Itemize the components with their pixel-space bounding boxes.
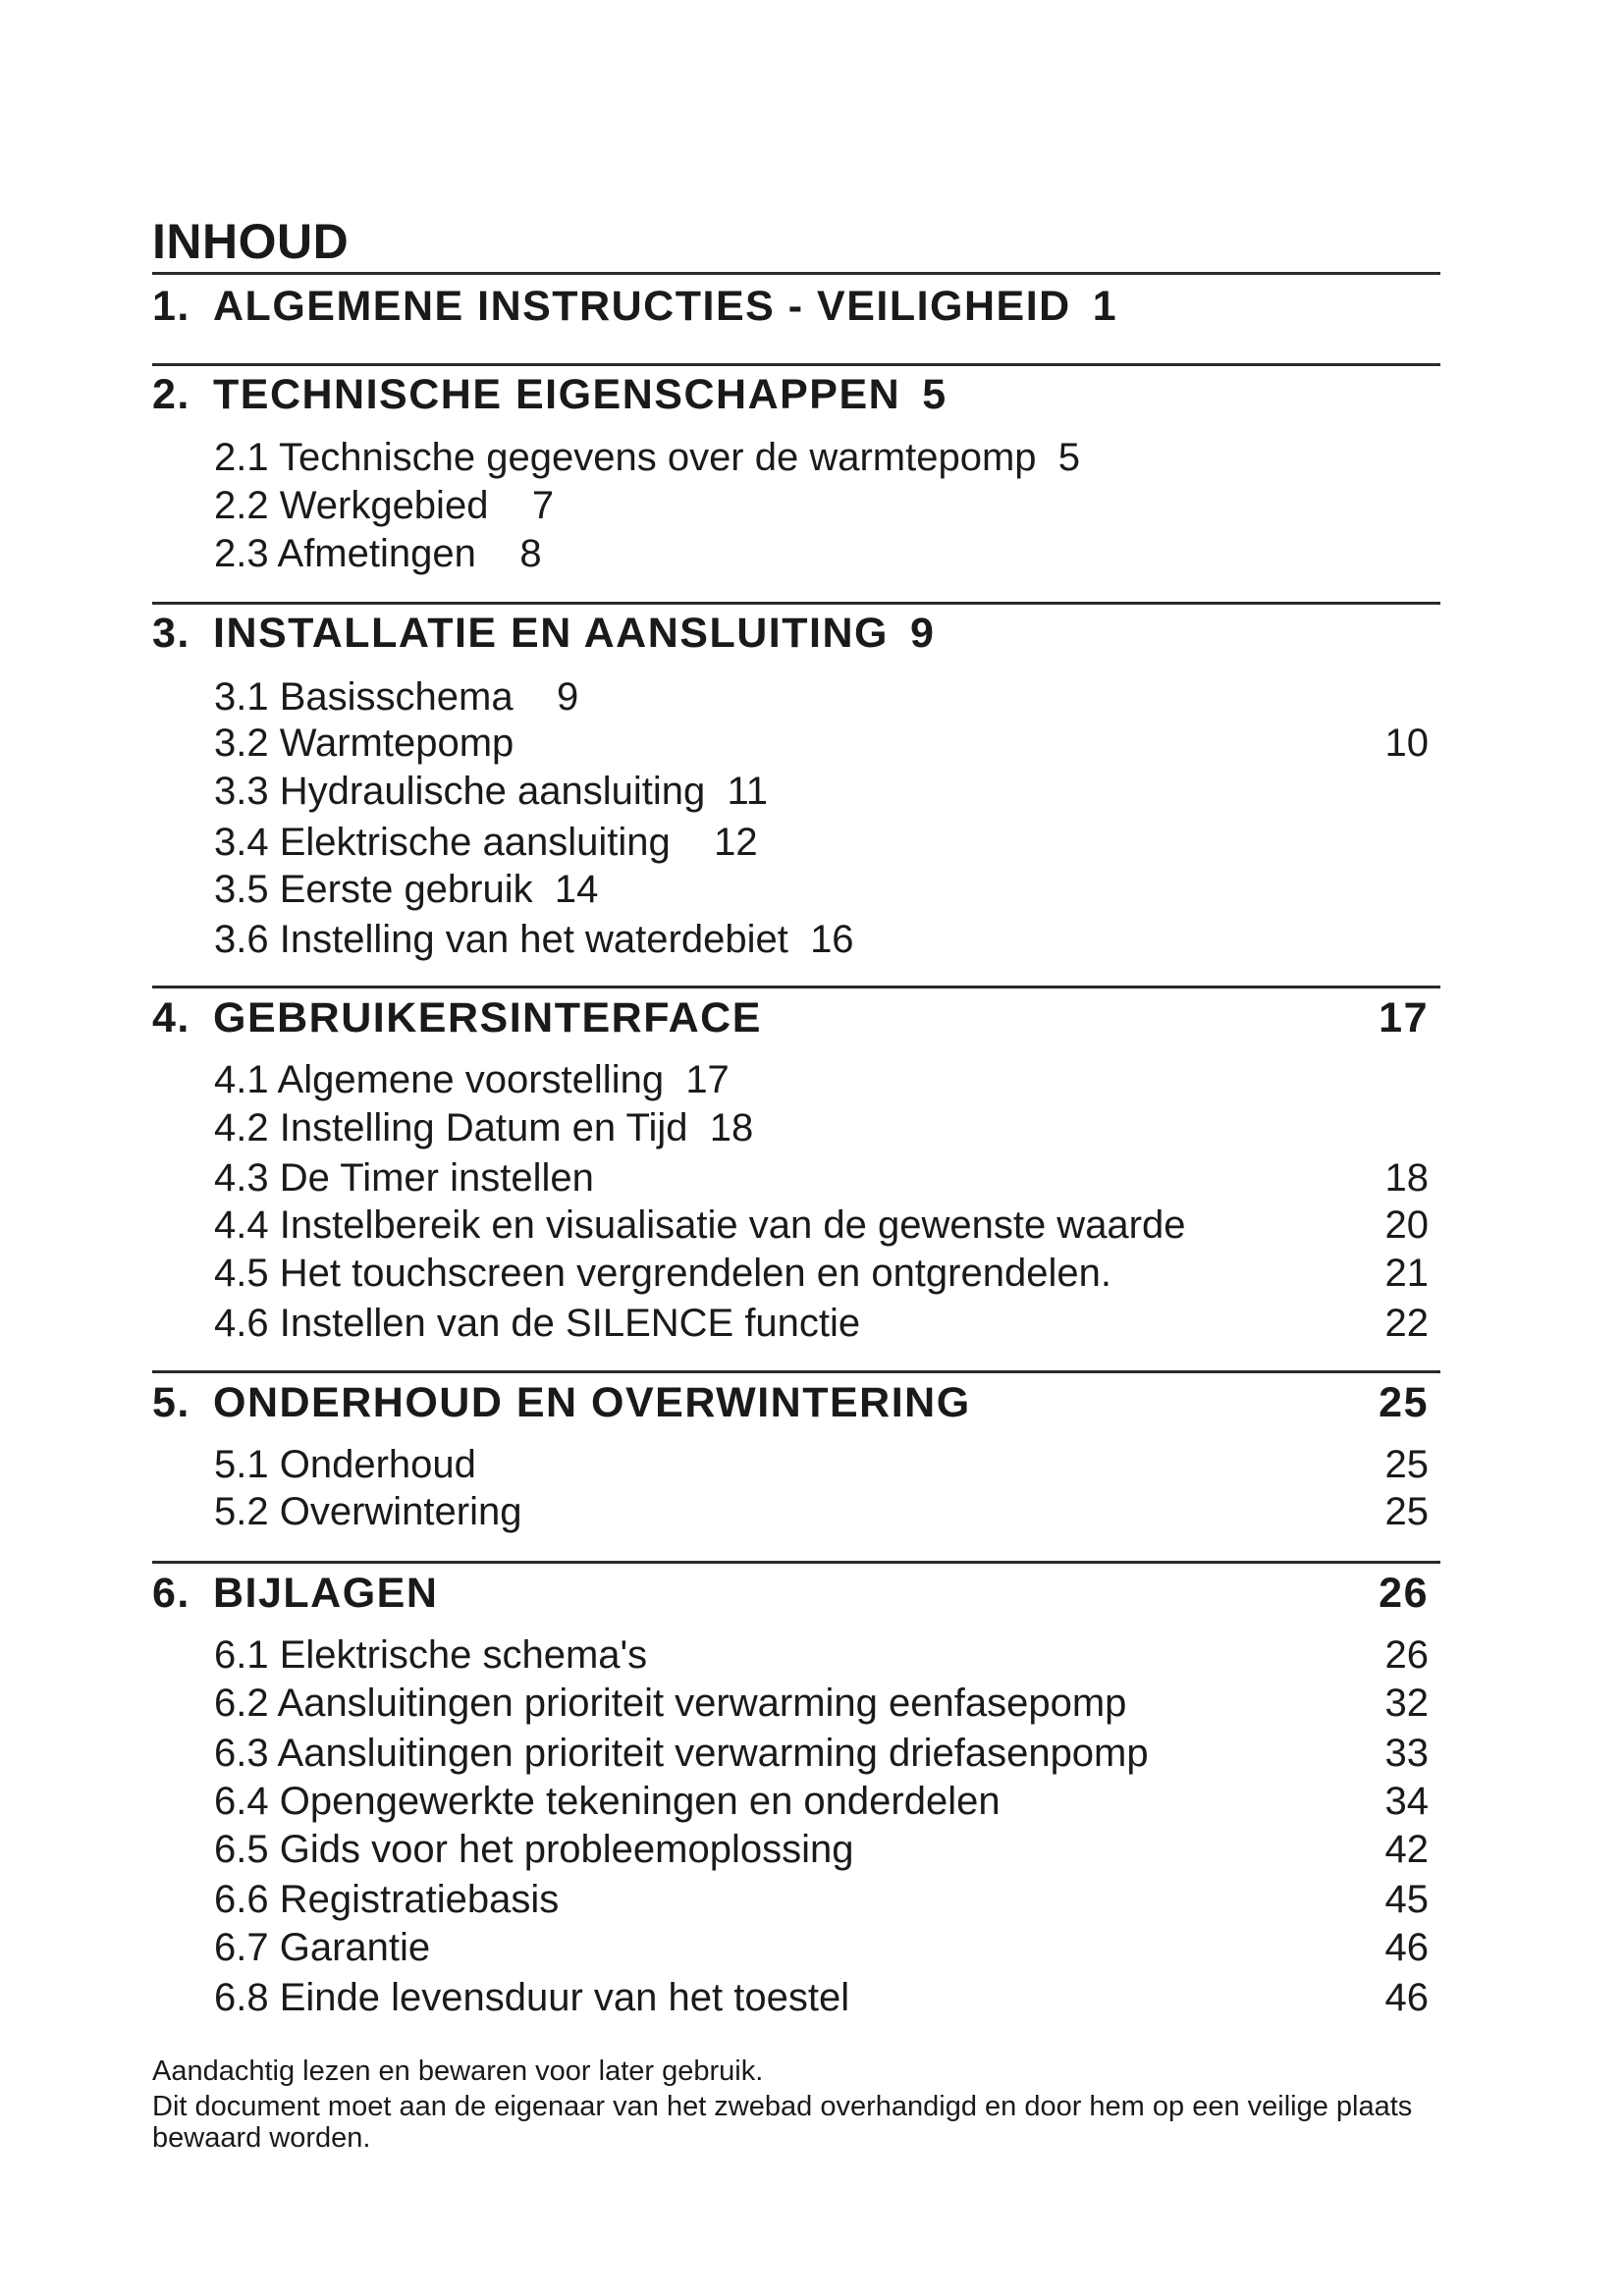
entry-page: 11 [727, 770, 769, 813]
toc-entry[interactable] [214, 1054, 1429, 1105]
section-page: 17 [1379, 994, 1429, 1041]
toc-entry[interactable] [214, 1298, 1429, 1349]
toc-entry[interactable] [214, 528, 1429, 579]
section-divider [152, 1370, 1440, 1373]
section-page: 9 [909, 610, 936, 657]
entry-title: 3.4 Elektrische aansluiting [214, 821, 671, 864]
section-page: 1 [1092, 283, 1118, 330]
section-heading [152, 280, 1429, 333]
section-title: ALGEMENE INSTRUCTIES - VEILIGHEID [213, 283, 1071, 330]
entry-title: 6.1 Elektrische schema's [214, 1633, 648, 1677]
entry-page: 26 [1384, 1633, 1429, 1677]
section-divider [152, 602, 1440, 605]
entry-page: 8 [519, 532, 542, 575]
entry-title: 6.3 Aansluitingen prioriteit verwarming driefasenpomp [214, 1732, 1149, 1775]
section-divider [152, 1561, 1440, 1564]
toc-entry[interactable] [214, 1776, 1429, 1827]
entry-page: 7 [531, 484, 555, 527]
section-heading [152, 607, 1429, 660]
toc-entry[interactable] [214, 1874, 1429, 1925]
entry-title: 5.2 Overwintering [214, 1490, 522, 1533]
entry-title: 6.2 Aansluitingen prioriteit verwarming eenfasepomp [214, 1682, 1127, 1725]
entry-title: 3.2 Warmtepomp [214, 721, 514, 765]
entry-title: 6.6 Registratiebasis [214, 1878, 560, 1921]
entry-title: 4.1 Algemene voorstelling [214, 1058, 665, 1101]
section-divider [152, 986, 1440, 988]
toc-entry[interactable] [214, 1102, 1429, 1153]
section-divider [152, 363, 1440, 366]
toc-entry[interactable] [214, 1248, 1429, 1299]
section-title: GEBRUIKERSINTERFACE [213, 994, 762, 1041]
entry-page: 18 [709, 1106, 754, 1149]
entry-page: 18 [1384, 1156, 1429, 1200]
entry-title: 3.5 Eerste gebruik [214, 868, 533, 911]
entry-page: 25 [1384, 1443, 1429, 1486]
section-page: 5 [922, 371, 947, 418]
page-title: INHOUD [152, 214, 350, 269]
section-heading [152, 991, 1429, 1044]
entry-title: 4.3 De Timer instellen [214, 1156, 594, 1200]
entry-title: 2.3 Afmetingen [214, 532, 476, 575]
section-heading [152, 368, 1429, 421]
section-title: TECHNISCHE EIGENSCHAPPEN [213, 371, 901, 418]
entry-title: 4.4 Instelbereik en visualisatie van de gewenste waarde [214, 1203, 1186, 1247]
toc-entry[interactable] [214, 1728, 1429, 1779]
toc-entry[interactable] [214, 817, 1429, 868]
section-number: 1. [152, 283, 190, 330]
section-title: BIJLAGEN [213, 1570, 439, 1617]
toc-entry[interactable] [214, 480, 1429, 531]
entry-title: 4.6 Instellen van de SILENCE functie [214, 1302, 861, 1345]
entry-page: 5 [1057, 436, 1081, 479]
entry-page: 42 [1384, 1828, 1429, 1871]
section-number: 3. [152, 610, 190, 657]
entry-page: 46 [1384, 1926, 1429, 1969]
toc-entry[interactable] [214, 1629, 1429, 1681]
entry-page: 45 [1384, 1878, 1429, 1921]
entry-page: 16 [810, 918, 854, 961]
footer-note: Aandachtig lezen en bewaren voor later gebruik. [152, 2056, 764, 2087]
entry-title: 6.4 Opengewerkte tekeningen en onderdelen [214, 1780, 1001, 1823]
toc-entry[interactable] [214, 1152, 1429, 1203]
entry-page: 25 [1384, 1490, 1429, 1533]
section-title: ONDERHOUD EN OVERWINTERING [213, 1379, 971, 1426]
toc-entry[interactable] [214, 1200, 1429, 1251]
footer-note: Dit document moet aan de eigenaar van het zwebad overhandigd en door hem op een veilige plaats bewaard worden. [152, 2091, 1413, 2154]
toc-entry[interactable] [214, 1439, 1429, 1490]
entry-title: 3.3 Hydraulische aansluiting [214, 770, 706, 813]
entry-page: 14 [554, 868, 599, 911]
entry-page: 17 [685, 1058, 730, 1101]
toc-entry[interactable] [214, 1922, 1429, 1973]
section-number: 2. [152, 371, 190, 418]
section-number: 5. [152, 1379, 190, 1426]
entry-title: 3.6 Instelling van het waterdebiet [214, 918, 788, 961]
entry-title: 6.5 Gids voor het probleemoplossing [214, 1828, 854, 1871]
toc-entry[interactable] [214, 766, 1429, 817]
entry-page: 34 [1384, 1780, 1429, 1823]
entry-page: 22 [1384, 1302, 1429, 1345]
entry-title: 3.1 Basisschema [214, 675, 514, 719]
entry-title: 4.5 Het touchscreen vergrendelen en ontgrendelen. [214, 1252, 1111, 1295]
entry-title: 6.7 Garantie [214, 1926, 431, 1969]
entry-page: 33 [1384, 1732, 1429, 1775]
section-number: 4. [152, 994, 190, 1041]
toc-entry[interactable] [214, 864, 1429, 915]
toc-entry[interactable] [214, 1972, 1429, 2023]
entry-title: 2.1 Technische gegevens over de warmtepomp [214, 436, 1037, 479]
toc-entry[interactable] [214, 718, 1429, 769]
section-page: 25 [1379, 1379, 1429, 1426]
entry-page: 9 [557, 675, 579, 719]
entry-title: 4.2 Instelling Datum en Tijd [214, 1106, 688, 1149]
entry-page: 32 [1384, 1682, 1429, 1725]
toc-entry[interactable] [214, 914, 1429, 965]
section-heading [152, 1376, 1429, 1429]
section-divider [152, 272, 1440, 275]
section-number: 6. [152, 1570, 190, 1617]
section-title: INSTALLATIE EN AANSLUITING [213, 610, 889, 657]
section-page: 26 [1379, 1570, 1429, 1617]
entry-page: 12 [714, 821, 758, 864]
entry-page: 20 [1384, 1203, 1429, 1247]
toc-entry[interactable] [214, 671, 1429, 722]
entry-title: 6.8 Einde levensduur van het toestel [214, 1976, 850, 2019]
entry-page: 21 [1384, 1252, 1429, 1295]
section-heading [152, 1567, 1429, 1620]
toc-entry[interactable] [214, 1486, 1429, 1537]
toc-entry[interactable] [214, 1824, 1429, 1875]
entry-page: 46 [1384, 1976, 1429, 2019]
entry-page: 10 [1384, 721, 1429, 765]
entry-title: 2.2 Werkgebied [214, 484, 489, 527]
toc-entry[interactable] [214, 1678, 1429, 1729]
toc-entry[interactable] [214, 432, 1429, 483]
entry-title: 5.1 Onderhoud [214, 1443, 476, 1486]
